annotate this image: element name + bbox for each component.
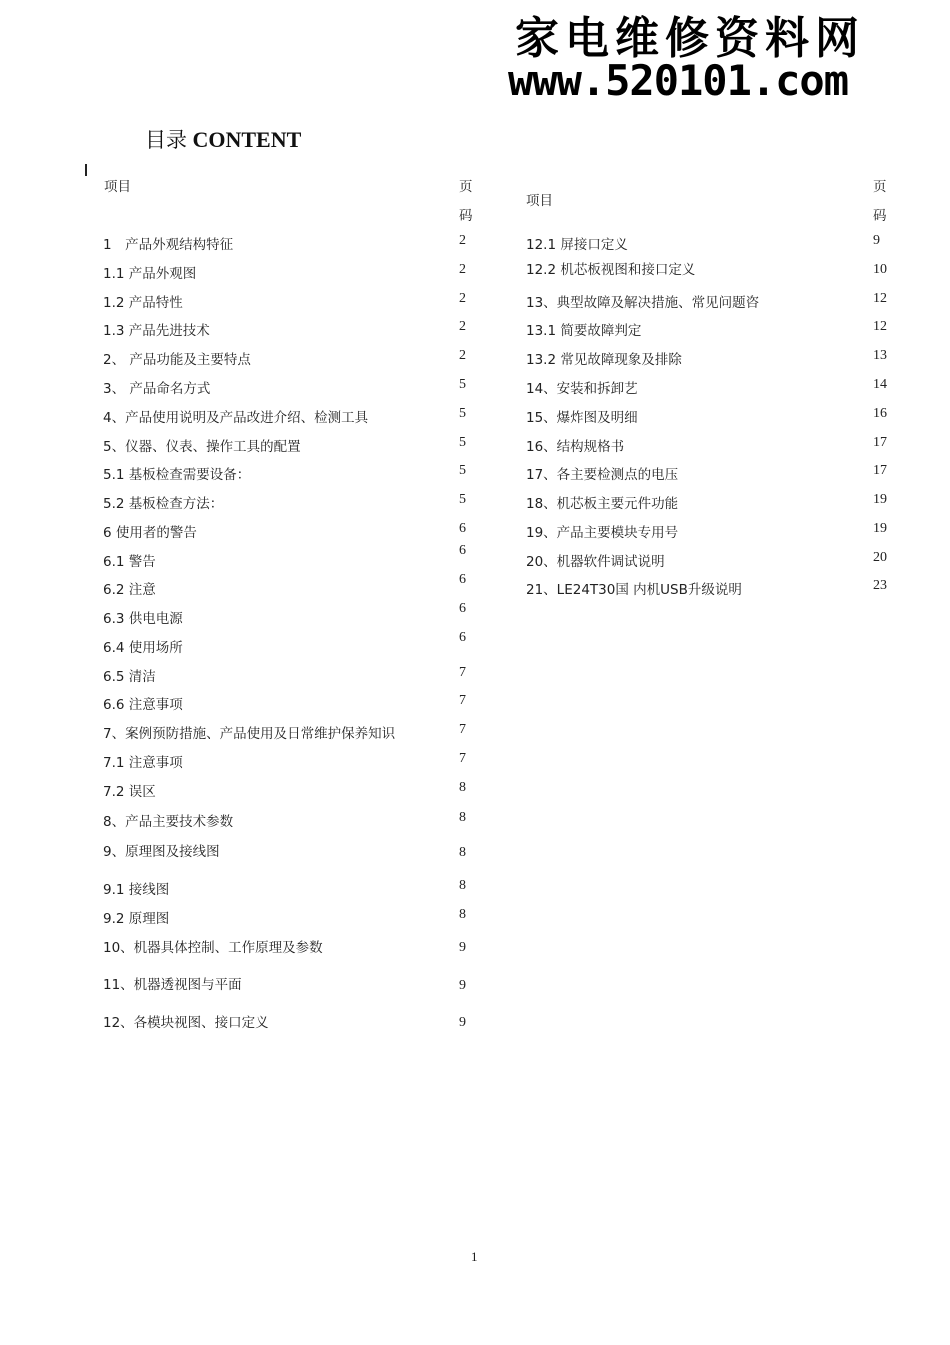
toc-entry-page: 2 bbox=[459, 319, 466, 334]
toc-entry-page: 6 bbox=[459, 630, 466, 645]
toc-entry-page: 8 bbox=[459, 907, 466, 922]
toc-entry-page: 6 bbox=[459, 543, 466, 558]
toc-entry-page: 5 bbox=[459, 492, 466, 507]
toc-entry-label: 6.6 注意事项 bbox=[103, 697, 183, 713]
toc-entry-page: 2 bbox=[459, 348, 466, 363]
toc-entry-page: 9 bbox=[459, 978, 466, 993]
toc-entry-label: 11、机器透视图与平面 bbox=[103, 977, 242, 993]
right-header-item: 项目 bbox=[526, 193, 553, 209]
toc-entry-page: 8 bbox=[459, 780, 466, 795]
toc-entry-page: 20 bbox=[873, 550, 887, 565]
toc-entry-label: 4、产品使用说明及产品改进介绍、检测工具 bbox=[103, 410, 369, 426]
left-header-page-2: 码 bbox=[459, 208, 473, 224]
toc-entry-label: 5.2 基板检查方法： bbox=[103, 496, 224, 512]
toc-entry-label: 9、原理图及接线图 bbox=[103, 844, 220, 860]
toc-entry-label: 17、各主要检测点的电压 bbox=[526, 467, 679, 483]
toc-entry-page: 19 bbox=[873, 521, 887, 536]
left-header-page-1: 页 bbox=[459, 179, 473, 195]
toc-entry-label: 18、机芯板主要元件功能 bbox=[526, 496, 679, 512]
toc-entry-label: 2、 产品功能及主要特点 bbox=[103, 352, 251, 368]
toc-entry-label: 1.3 产品先进技术 bbox=[103, 323, 210, 339]
toc-entry-page: 19 bbox=[873, 492, 887, 507]
page-title bbox=[145, 124, 301, 154]
toc-entry-page: 2 bbox=[459, 291, 466, 306]
toc-entry-label: 14、安装和拆卸艺 bbox=[526, 381, 638, 397]
toc-entry-label: 12、各模块视图、接口定义 bbox=[103, 1015, 269, 1031]
toc-entry-label: 6 使用者的警告 bbox=[103, 525, 197, 541]
toc-entry-label: 16、结构规格书 bbox=[526, 439, 625, 455]
right-header-page-1: 页 bbox=[873, 179, 887, 195]
toc-entry-label: 1.2 产品特性 bbox=[103, 295, 183, 311]
toc-entry-page: 2 bbox=[459, 262, 466, 277]
toc-entry-page: 10 bbox=[873, 262, 887, 277]
toc-entry-label: 5.1 基板检查需要设备： bbox=[103, 467, 251, 483]
toc-entry-page: 5 bbox=[459, 377, 466, 392]
toc-entry-page: 16 bbox=[873, 406, 887, 421]
toc-entry-label: 13、典型故障及解决措施、常见问题咨 bbox=[526, 295, 760, 311]
toc-entry-page: 9 bbox=[459, 940, 466, 955]
toc-entry-label: 9.1 接线图 bbox=[103, 882, 170, 898]
title-cn: 目录 bbox=[145, 128, 187, 152]
toc-entry-label: 1.1 产品外观图 bbox=[103, 266, 197, 282]
toc-entry-label: 7.1 注意事项 bbox=[103, 755, 183, 771]
toc-entry-page: 6 bbox=[459, 601, 466, 616]
toc-entry-page: 23 bbox=[873, 578, 887, 593]
toc-entry-label: 12.2 机芯板视图和接口定义 bbox=[526, 262, 696, 278]
toc-entry-page: 7 bbox=[459, 693, 466, 708]
toc-entry-label: 5、仪器、仪表、操作工具的配置 bbox=[103, 439, 301, 455]
toc-entry-label: 7、案例预防措施、产品使用及日常维护保养知识 bbox=[103, 726, 396, 742]
toc-entry-page: 8 bbox=[459, 845, 466, 860]
toc-entry-page: 5 bbox=[459, 435, 466, 450]
toc-entry-label: 20、机器软件调试说明 bbox=[526, 554, 665, 570]
toc-entry-label: 6.1 警告 bbox=[103, 554, 156, 570]
toc-entry-page: 5 bbox=[459, 463, 466, 478]
toc-entry-page: 5 bbox=[459, 406, 466, 421]
toc-entry-label: 12.1 屏接口定义 bbox=[526, 237, 628, 253]
toc-entry-label: 21、LE24T30国 内机USB升级说明 bbox=[526, 582, 742, 598]
toc-entry-page: 6 bbox=[459, 521, 466, 536]
toc-entry-page: 12 bbox=[873, 319, 887, 334]
watermark-url: www.520101.com bbox=[508, 56, 849, 105]
margin-marker bbox=[85, 164, 87, 176]
toc-entry-page: 7 bbox=[459, 722, 466, 737]
toc-entry-page: 17 bbox=[873, 435, 887, 450]
toc-entry-page: 14 bbox=[873, 377, 887, 392]
toc-entry-page: 9 bbox=[459, 1015, 466, 1030]
toc-entry-label: 13.1 简要故障判定 bbox=[526, 323, 642, 339]
toc-entry-label: 10、机器具体控制、工作原理及参数 bbox=[103, 940, 323, 956]
toc-entry-label: 7.2 误区 bbox=[103, 784, 156, 800]
toc-entry-label: 6.4 使用场所 bbox=[103, 640, 183, 656]
toc-entry-page: 8 bbox=[459, 810, 466, 825]
title-en: CONTENT bbox=[192, 127, 302, 152]
toc-entry-label: 6.2 注意 bbox=[103, 582, 156, 598]
toc-entry-label: 8、产品主要技术参数 bbox=[103, 814, 234, 830]
toc-entry-page: 9 bbox=[873, 233, 880, 248]
watermark-chinese: 家电维修资料网 bbox=[515, 13, 865, 64]
toc-entry-page: 7 bbox=[459, 665, 466, 680]
toc-entry-page: 17 bbox=[873, 463, 887, 478]
toc-entry-label: 3、 产品命名方式 bbox=[103, 381, 211, 397]
footer-page-number: 1 bbox=[471, 1249, 478, 1264]
right-header-page-2: 码 bbox=[873, 208, 887, 224]
toc-entry-label: 1 产品外观结构特征 bbox=[103, 237, 234, 253]
toc-entry-label: 13.2 常见故障现象及排除 bbox=[526, 352, 682, 368]
toc-entry-page: 12 bbox=[873, 291, 887, 306]
toc-entry-page: 13 bbox=[873, 348, 887, 363]
toc-entry-page: 2 bbox=[459, 233, 466, 248]
toc-entry-label: 9.2 原理图 bbox=[103, 911, 170, 927]
left-header-item: 项目 bbox=[104, 179, 131, 195]
toc-entry-label: 6.5 清洁 bbox=[103, 669, 156, 685]
toc-entry-page: 6 bbox=[459, 572, 466, 587]
toc-entry-label: 6.3 供电电源 bbox=[103, 611, 183, 627]
toc-entry-page: 8 bbox=[459, 878, 466, 893]
toc-entry-page: 7 bbox=[459, 751, 466, 766]
toc-entry-label: 15、爆炸图及明细 bbox=[526, 410, 638, 426]
toc-entry-label: 19、产品主要模块专用号 bbox=[526, 525, 679, 541]
